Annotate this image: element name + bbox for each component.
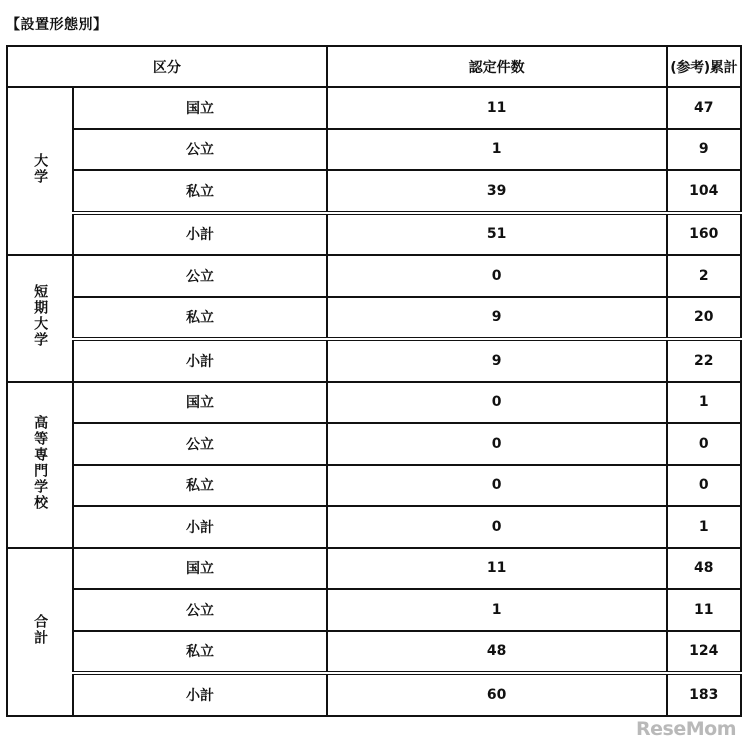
table-row (7, 423, 741, 465)
row-type: 国立 (73, 382, 326, 424)
row-type: 私立 (73, 170, 326, 213)
group-label-technical-college: 高等専門学校 (7, 382, 73, 548)
row-count: 9 (327, 297, 667, 340)
row-cumulative: 48 (667, 548, 741, 590)
row-count: 51 (327, 213, 667, 256)
table-row (7, 255, 741, 297)
row-type: 小計 (73, 339, 326, 382)
subtotal-row (7, 339, 741, 382)
row-count: 9 (327, 339, 667, 382)
row-cumulative: 1 (667, 506, 741, 548)
row-type: 小計 (73, 213, 326, 256)
row-type: 私立 (73, 631, 326, 674)
table-row (7, 589, 741, 631)
table-row (7, 170, 741, 213)
row-type: 私立 (73, 297, 326, 340)
row-type: 小計 (73, 673, 326, 716)
row-cumulative: 104 (667, 170, 741, 213)
row-type: 公立 (73, 423, 326, 465)
table-row (7, 297, 741, 340)
row-count: 48 (327, 631, 667, 674)
row-cumulative: 20 (667, 297, 741, 340)
row-type: 私立 (73, 465, 326, 507)
row-type: 公立 (73, 589, 326, 631)
group-label-university: 大学 (7, 87, 73, 255)
row-cumulative: 9 (667, 129, 741, 171)
group-label-junior-college: 短期大学 (7, 255, 73, 382)
subtotal-row (7, 213, 741, 256)
row-count: 1 (327, 129, 667, 171)
row-type: 国立 (73, 548, 326, 590)
table-row (7, 548, 741, 590)
row-count: 0 (327, 465, 667, 507)
resemom-watermark-logo: ReseMom (636, 718, 736, 740)
row-count: 0 (327, 382, 667, 424)
section-title: 【設置形態別】 (6, 17, 108, 33)
row-cumulative: 183 (667, 673, 741, 716)
row-type: 国立 (73, 87, 326, 129)
row-cumulative: 0 (667, 423, 741, 465)
row-cumulative: 124 (667, 631, 741, 674)
row-count: 0 (327, 255, 667, 297)
table-row (7, 465, 741, 507)
row-cumulative: 47 (667, 87, 741, 129)
row-cumulative: 0 (667, 465, 741, 507)
table-row (7, 87, 741, 129)
row-type: 公立 (73, 129, 326, 171)
row-type: 小計 (73, 506, 326, 548)
row-type: 公立 (73, 255, 326, 297)
table-row (7, 631, 741, 674)
row-cumulative: 22 (667, 339, 741, 382)
header-count: 認定件数 (327, 46, 667, 87)
row-cumulative: 11 (667, 589, 741, 631)
table-row (7, 129, 741, 171)
table-row (7, 382, 741, 424)
row-count: 0 (327, 423, 667, 465)
row-count: 11 (327, 548, 667, 590)
row-count: 11 (327, 87, 667, 129)
header-row (7, 46, 741, 87)
group-label-total: 合計 (7, 548, 73, 716)
header-category: 区分 (7, 46, 327, 87)
certification-table (6, 45, 742, 717)
row-cumulative: 2 (667, 255, 741, 297)
header-cumulative: (参考)累計 (667, 46, 741, 87)
row-count: 0 (327, 506, 667, 548)
subtotal-row (7, 506, 741, 548)
subtotal-row (7, 673, 741, 716)
row-cumulative: 1 (667, 382, 741, 424)
row-count: 39 (327, 170, 667, 213)
row-count: 60 (327, 673, 667, 716)
row-cumulative: 160 (667, 213, 741, 256)
row-count: 1 (327, 589, 667, 631)
